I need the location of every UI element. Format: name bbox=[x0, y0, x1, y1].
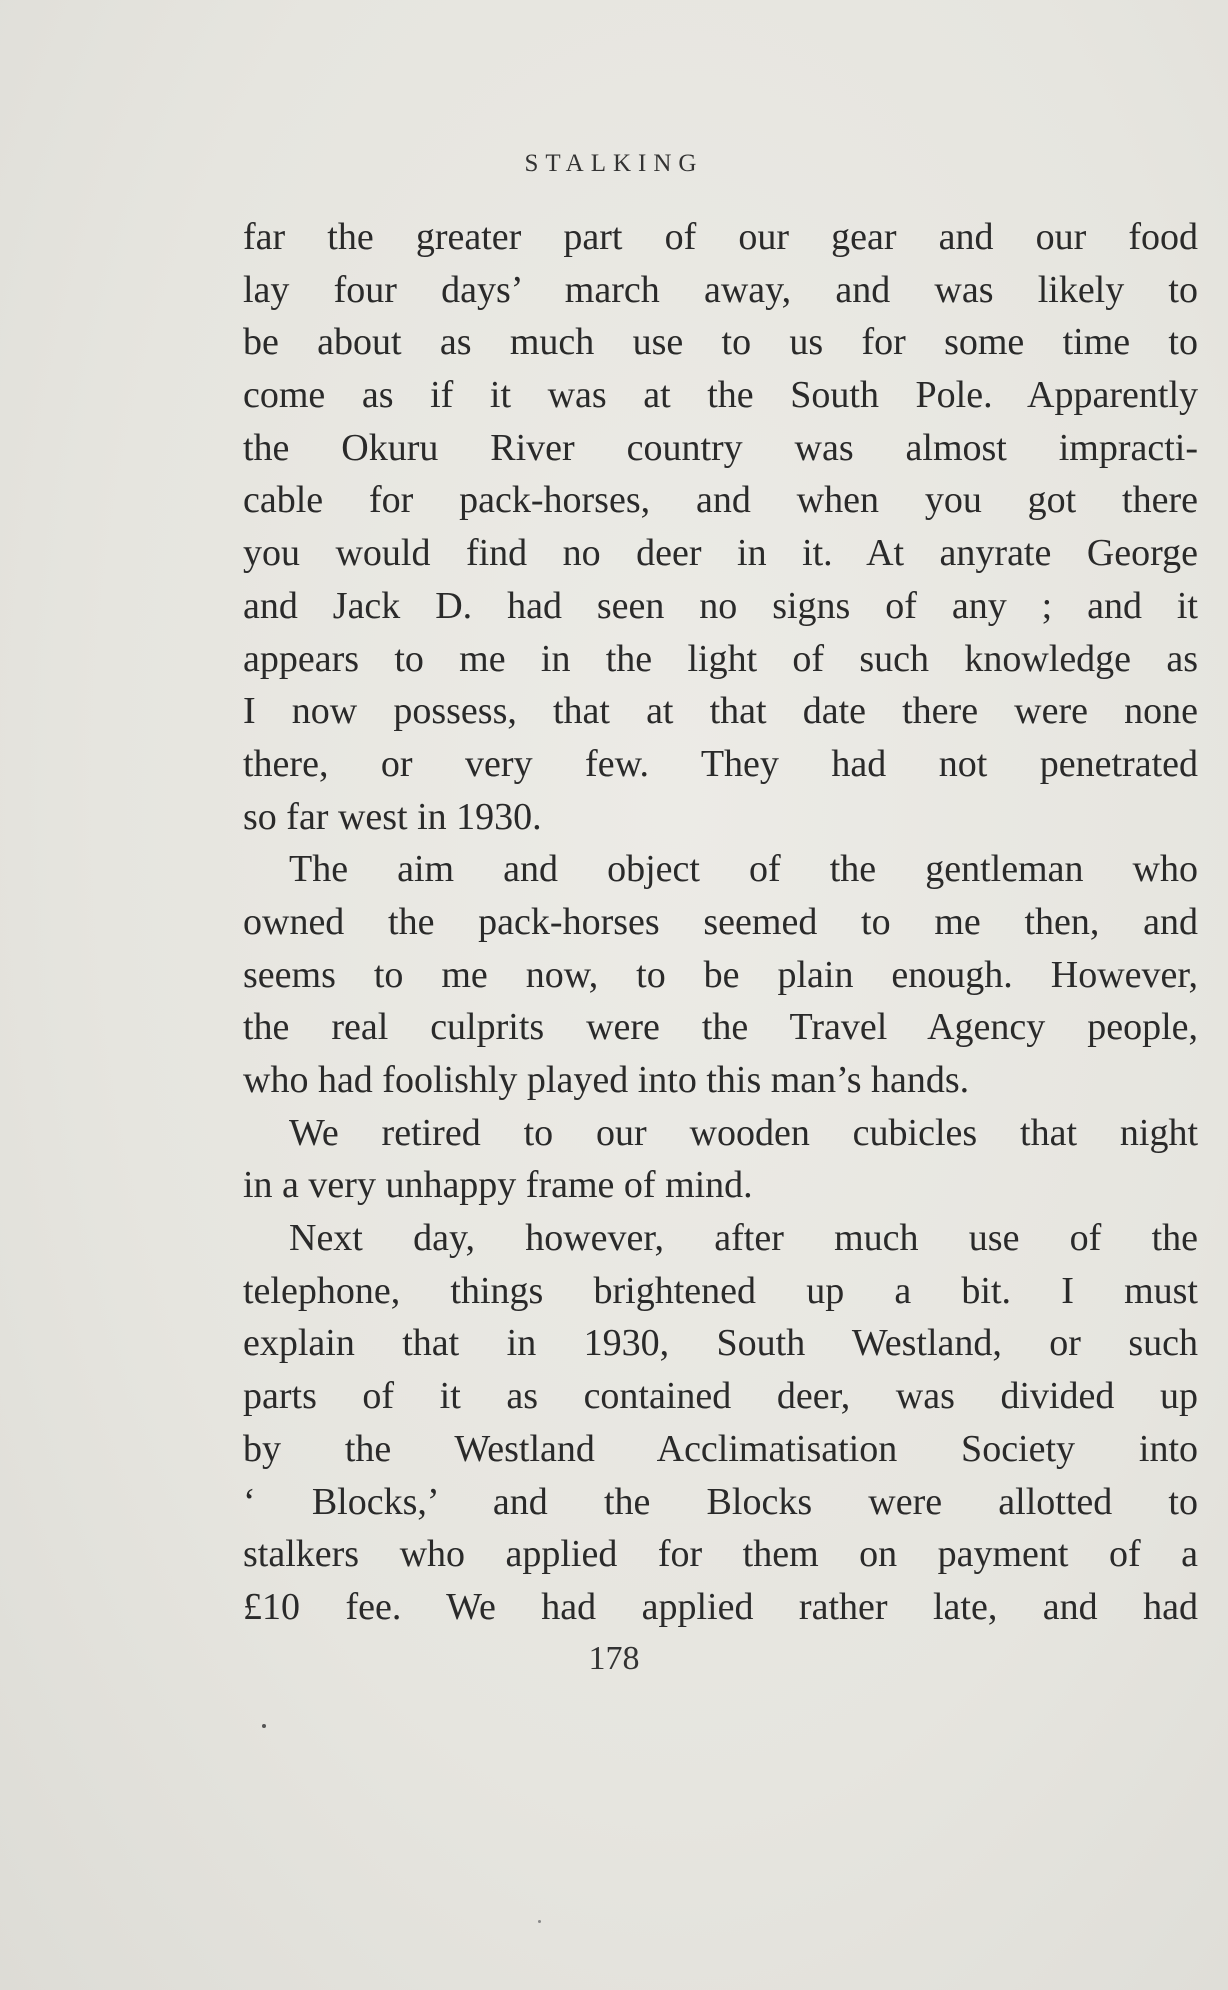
text-line: and Jack D. had seen no signs of any ; and it bbox=[243, 584, 1198, 627]
text-line: there, or very few. They had not penetrated bbox=[243, 742, 1198, 785]
body-text bbox=[243, 211, 1198, 1634]
text-line: seems to me now, to be plain enough. However, bbox=[243, 953, 1198, 996]
text-line: who had foolishly played into this man’s hands. bbox=[243, 1059, 970, 1101]
text-line: telephone, things brightened up a bit. I must bbox=[243, 1269, 1198, 1312]
text-line: £10 fee. We had applied rather late, and had bbox=[243, 1585, 1198, 1628]
text-line: be about as much use to us for some time to bbox=[243, 321, 1198, 364]
text-line: We retired to our wooden cubicles that night bbox=[289, 1111, 1198, 1154]
paper-speck bbox=[262, 1724, 266, 1728]
text-line: cable for pack-horses, and when you got there bbox=[243, 479, 1198, 522]
paper-speck bbox=[538, 1920, 541, 1923]
text-line: in a very unhappy frame of mind. bbox=[243, 1164, 753, 1207]
text-line: ‘ Blocks,’ and the Blocks were allotted to bbox=[243, 1480, 1198, 1523]
text-line: lay four days’ march away, and was likely to bbox=[243, 268, 1198, 311]
text-line: parts of it as contained deer, was divided up bbox=[243, 1375, 1198, 1418]
text-line: come as if it was at the South Pole. Apparently bbox=[243, 374, 1198, 417]
text-line: appears to me in the light of such knowledge as bbox=[243, 637, 1198, 680]
text-line: explain that in 1930, South Westland, or such bbox=[243, 1322, 1198, 1365]
text-line: by the Westland Acclimatisation Society into bbox=[243, 1427, 1198, 1470]
text-line: I now possess, that at that date there were none bbox=[243, 690, 1198, 733]
text-line: stalkers who applied for them on payment of a bbox=[243, 1533, 1198, 1576]
text-line: The aim and object of the gentleman who bbox=[289, 848, 1198, 891]
text-line: far the greater part of our gear and our food bbox=[243, 216, 1198, 258]
text-line: so far west in 1930. bbox=[243, 795, 542, 838]
text-line: the Okuru River country was almost impracti- bbox=[243, 426, 1198, 469]
text-line: owned the pack-horses seemed to me then, and bbox=[243, 900, 1198, 943]
text-line: you would find no deer in it. At anyrate George bbox=[243, 532, 1198, 575]
page-number: 178 bbox=[588, 1640, 640, 1677]
text-line: the real culprits were the Travel Agency people, bbox=[243, 1006, 1198, 1049]
text-line: Next day, however, after much use of the bbox=[289, 1217, 1198, 1260]
running-head: STALKING bbox=[524, 150, 704, 177]
